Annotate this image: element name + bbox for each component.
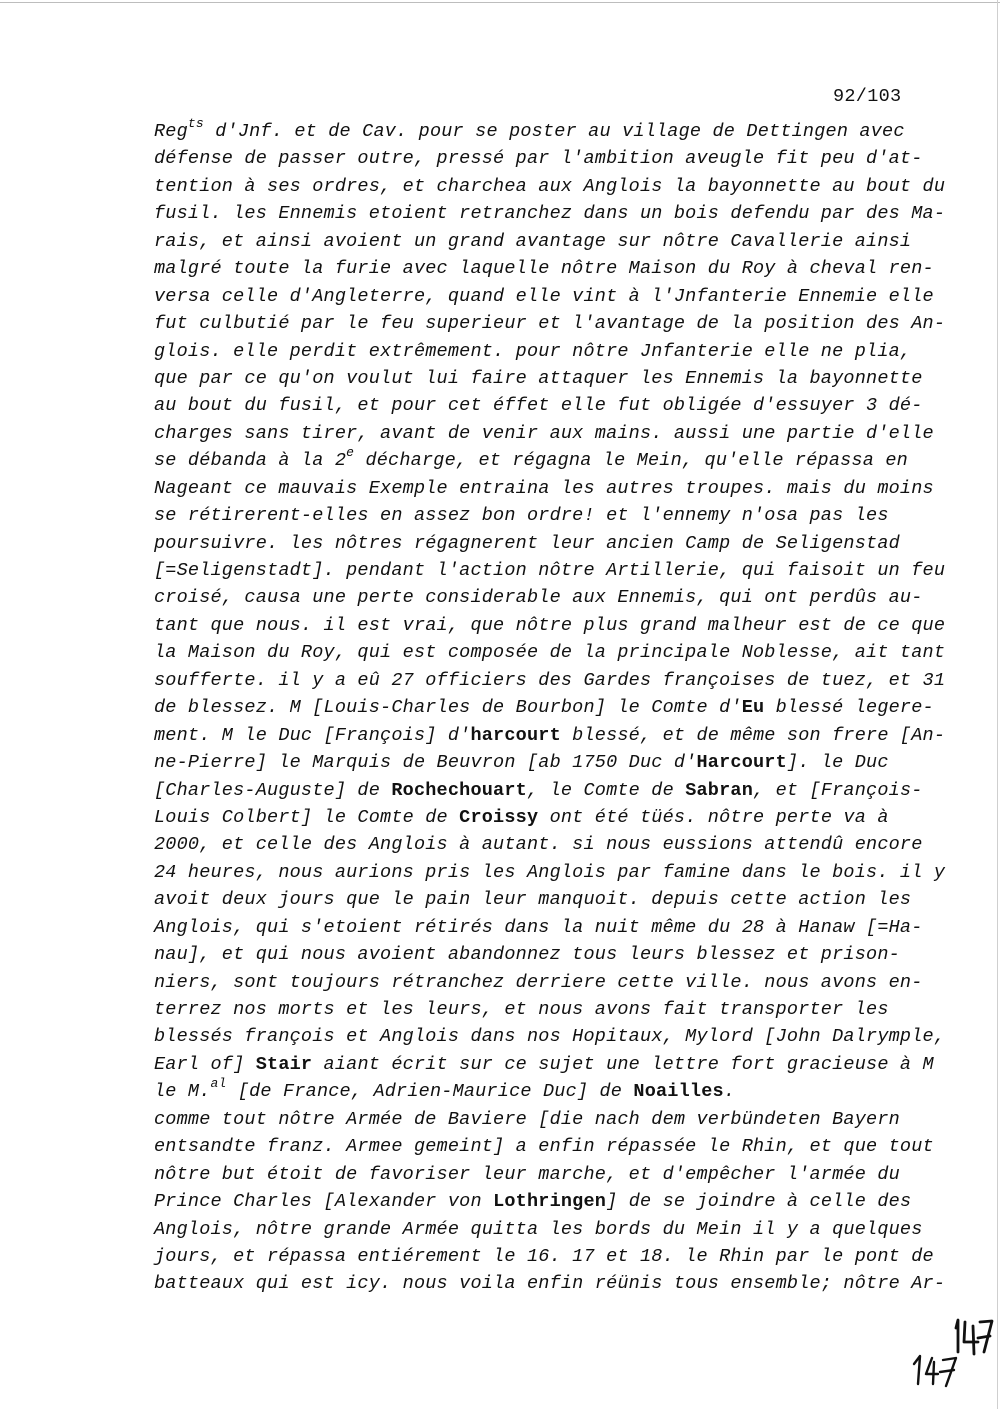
text-segment: glois. elle perdit extrêmement. pour nôtre Jnfanterie elle ne plia, [154, 340, 912, 362]
text-segment: fut culbutié par le feu superieur et l'avantage de la position des An- [154, 313, 946, 335]
bold-name-text: Rochechouart [391, 779, 527, 801]
text-segment: nôtre but étoit de favoriser leur marche, et d'empêcher l'armée du [154, 1163, 900, 1185]
text-segment: entsandte franz. Armee gemeint] a enfin répassée le Rhin, et que tout [154, 1136, 934, 1158]
text-line [154, 804, 934, 831]
text-segment: . [723, 1081, 736, 1103]
text-segment: ont été tüés. nôtre perte va à [538, 806, 889, 828]
text-segment: fusil. les Ennemis etoient retranchez dans un bois defendu par des Ma- [154, 203, 946, 225]
text-line [154, 1216, 934, 1243]
text-segment: nau], et qui nous avoient abandonnez tous leurs blessez et prison- [154, 944, 900, 966]
text-line [154, 502, 934, 529]
bold-name-text: Sabran [685, 779, 754, 801]
text-line [154, 228, 934, 255]
text-line [154, 612, 946, 639]
page-number: 92/103 [833, 86, 902, 107]
text-segment: rais, et ainsi avoient un grand avantage sur nôtre Cavallerie ainsi [154, 230, 912, 252]
text-segment: le M. [154, 1081, 211, 1103]
text-line [154, 1023, 946, 1050]
text-line [154, 914, 934, 941]
bold-name-text: Eu [741, 697, 765, 719]
text-segment: soufferte. il y a eû 27 officiers des Gardes françoises de tuez, et 31 [154, 669, 946, 691]
text-segment: de blessez. M [Louis-Charles de Bourbon] le Comte d' [154, 697, 742, 719]
text-line [154, 447, 934, 474]
text-segment: défense de passer outre, pressé par l'ambition aveugle fit peu d'at- [154, 148, 923, 170]
text-line [154, 1270, 946, 1297]
bold-name-text: Noailles [633, 1081, 724, 1103]
bold-name-text: harcourt [470, 724, 561, 746]
text-line [154, 557, 946, 584]
text-segment: blessés françois et Anglois dans nos Hopitaux, Mylord [John Dalrymple, [154, 1026, 946, 1048]
superscript-text: e [346, 445, 355, 461]
text-line [154, 667, 946, 694]
text-line [154, 694, 934, 721]
text-segment: [=Seligenstadt]. pendant l'action nôtre Artillerie, qui faisoit un feu [154, 560, 946, 581]
text-line [154, 996, 934, 1023]
text-segment: Earl of] [154, 1053, 256, 1075]
text-line [154, 1133, 934, 1160]
text-segment: malgré toute la furie avec laquelle nôtre Maison du Roy à cheval ren- [154, 258, 934, 280]
text-line [154, 831, 934, 858]
superscript-text: al [210, 1076, 227, 1092]
text-line [154, 584, 934, 611]
text-line [154, 1243, 934, 1270]
text-line [154, 886, 934, 913]
text-line [154, 1106, 934, 1133]
text-line [154, 283, 934, 310]
text-segment: , et [François- [753, 779, 923, 801]
text-segment: 24 heures, nous aurions pris les Anglois par famine dans le bois. il y [154, 861, 946, 883]
text-segment: avoit deux jours que le pain leur manquoit. depuis cette action les [154, 889, 912, 911]
text-line [154, 173, 946, 200]
text-segment: décharge, et régagna le Mein, qu'elle répassa en [354, 450, 908, 472]
text-segment: Anglois, qui s'etoient rétirés dans la nuit même du 28 à Hanaw [=Ha- [154, 916, 923, 938]
text-line [154, 1161, 934, 1188]
text-line [154, 392, 934, 419]
text-line [154, 749, 934, 776]
right-edge-rule [997, 0, 998, 1409]
text-line [154, 475, 934, 502]
text-segment: croisé, causa une perte considerable aux Ennemis, qui ont perdûs au- [154, 587, 923, 609]
text-segment: , le Comte de [526, 779, 686, 801]
text-segment: Nageant ce mauvais Exemple entraina les autres troupes. mais du moins [154, 477, 934, 499]
text-segment: Louis Colbert] le Comte de [154, 806, 460, 828]
text-segment: versa celle d'Angleterre, quand elle vint à l'Jnfanterie Ennemie elle [154, 285, 934, 307]
handwritten-folio-number [898, 1312, 998, 1392]
text-line [154, 941, 934, 968]
text-segment: d'Jnf. et de Cav. pour se poster au village de Dettingen avec [203, 121, 905, 142]
bold-name-text: Croissy [459, 806, 539, 828]
bold-name-text: Harcourt [696, 752, 787, 774]
text-line [154, 200, 946, 227]
text-segment: [de France, Adrien-Maurice Duc] de [226, 1081, 634, 1103]
top-edge-rule [0, 2, 1000, 3]
bold-name-text: Lothringen [493, 1191, 607, 1213]
text-segment: aiant écrit sur ce sujet une lettre fort gracieuse à M [312, 1053, 934, 1075]
text-segment: [Charles-Auguste] de [154, 779, 392, 801]
text-segment: blessé, et de même son frere [An- [560, 724, 946, 746]
text-line [154, 145, 934, 172]
text-segment: tention à ses ordres, et charchea aux Anglois la bayonnette au bout du [154, 175, 946, 197]
text-line [154, 1051, 934, 1078]
text-line [154, 1188, 934, 1215]
text-segment: se rétirerent-elles en assez bon ordre! et l'ennemy n'osa pas les [154, 505, 889, 527]
text-line [154, 365, 934, 392]
text-line [154, 530, 934, 557]
text-segment: charges sans tirer, avant de venir aux mains. aussi une partie d'elle [154, 422, 934, 444]
transcription-body [154, 115, 946, 1298]
text-segment: la Maison du Roy, qui est composée de la principale Noblesse, ait tant [154, 642, 946, 664]
text-line [154, 859, 946, 886]
text-segment: ment. M le Duc [François] d' [154, 724, 471, 746]
text-line [154, 777, 934, 804]
text-segment: Reg [154, 121, 188, 142]
text-line [154, 722, 946, 749]
text-line [154, 115, 934, 145]
text-segment: se débanda à la 2 [154, 450, 347, 472]
text-line [154, 338, 934, 365]
text-segment: jours, et répassa entiérement le 16. 17 et 18. le Rhin par le pont de [154, 1245, 934, 1267]
text-segment: Prince Charles [Alexander von [154, 1191, 494, 1213]
text-line [154, 639, 946, 666]
text-line [154, 969, 934, 996]
text-segment: ]. le Duc [786, 752, 889, 774]
text-segment: que par ce qu'on voulut lui faire attaquer les Ennemis la bayonnette [154, 367, 923, 389]
text-segment: 2000, et celle des Anglois à autant. si nous eussions attendû encore [154, 834, 923, 856]
text-segment: comme tout nôtre Armée de Baviere [die nach dem verbündeten Bayern [154, 1108, 900, 1130]
text-segment: blessé legere- [764, 697, 934, 719]
superscript-text: ts [187, 115, 204, 131]
text-segment: ] de se joindre à celle des [606, 1191, 912, 1213]
text-segment: Anglois, nôtre grande Armée quitta les bords du Mein il y a quelques [154, 1218, 923, 1240]
text-segment: terrez nos morts et les leurs, et nous avons fait transporter les [154, 999, 889, 1020]
bold-name-text: Stair [255, 1053, 313, 1075]
text-line [154, 310, 946, 337]
text-segment: tant que nous. il est vrai, que nôtre plus grand malheur est de ce que [154, 614, 946, 636]
text-segment: batteaux qui est icy. nous voila enfin réünis tous ensemble; nôtre Ar- [154, 1273, 946, 1295]
text-line [154, 1078, 934, 1105]
text-line [154, 420, 934, 447]
text-line [154, 255, 934, 282]
text-segment: poursuivre. les nôtres régagnerent leur ancien Camp de Seligenstad [154, 532, 900, 554]
text-segment: au bout du fusil, et pour cet éffet elle fut obligée d'essuyer 3 dé- [154, 395, 923, 417]
text-segment: ne-Pierre] le Marquis de Beuvron [ab 1750 Duc d' [154, 752, 697, 774]
text-segment: niers, sont toujours rétranchez derriere cette ville. nous avons en- [154, 971, 923, 993]
